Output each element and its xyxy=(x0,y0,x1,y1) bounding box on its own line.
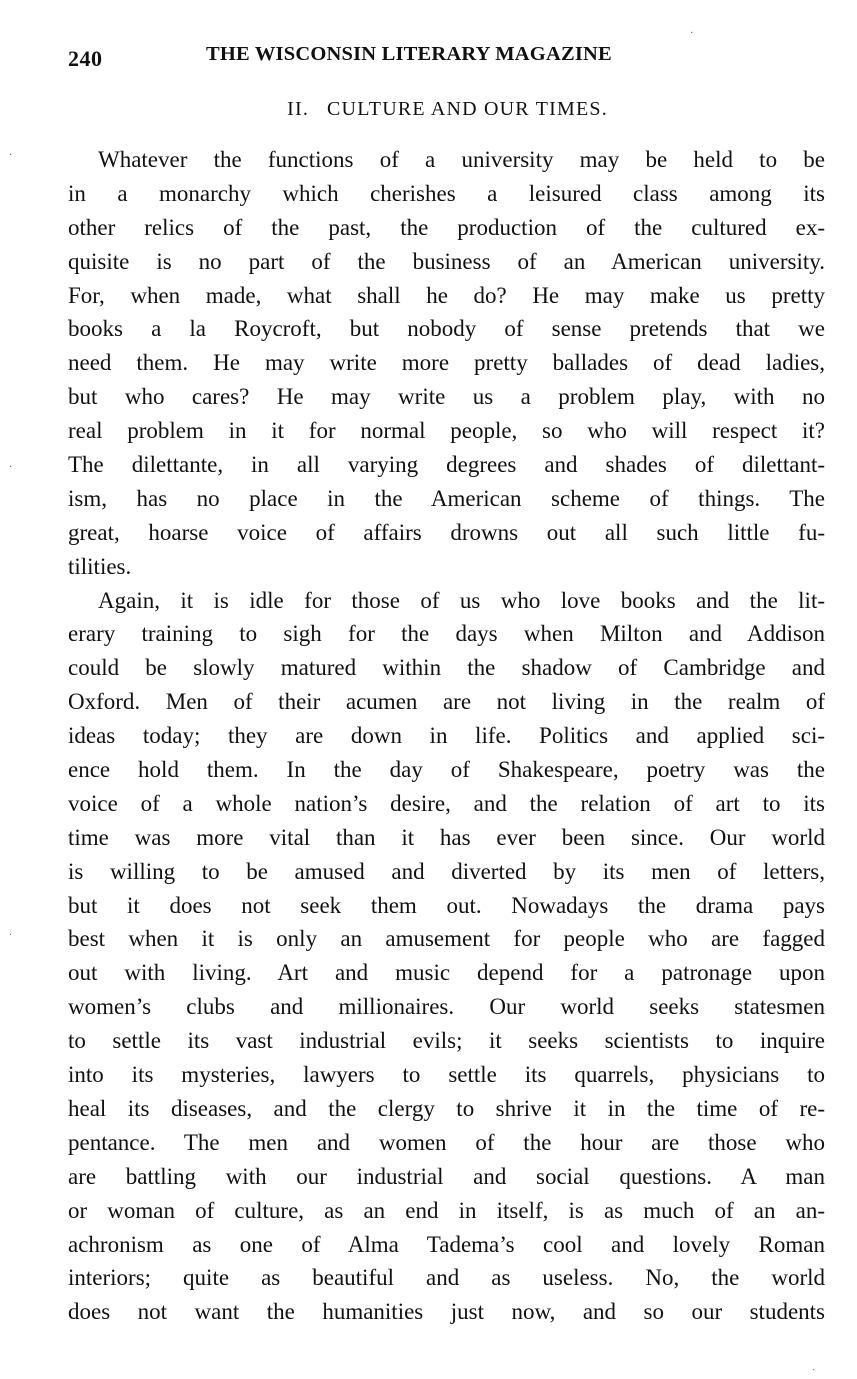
scan-speck: · xyxy=(9,930,13,941)
text-line: pentance. The men and women of the hour are those who xyxy=(68,1129,825,1155)
text-line: but it does not seek them out. Nowadays the drama pays xyxy=(68,892,825,918)
scan-speck: · xyxy=(9,462,13,473)
text-line: to settle its vast industrial evils; it seeks scientists to inquire xyxy=(68,1028,825,1054)
text-line: is willing to be amused and diverted by its men of letters, xyxy=(68,858,825,884)
text-line: are battling with our industrial and social questions. A man xyxy=(68,1163,825,1189)
text-line: ideas today; they are down in life. Politics and applied sci- xyxy=(68,723,825,749)
running-head xyxy=(68,38,708,78)
text-line: The dilettante, in all varying degrees and shades of dilettant- xyxy=(68,452,825,478)
text-line: real problem in it for normal people, so who will respect it? xyxy=(68,418,825,444)
text-line: achronism as one of Alma Tadema’s cool and lovely Roman xyxy=(68,1231,825,1257)
journal-title: THE WISCONSIN LITERARY MAGAZINE xyxy=(206,43,612,65)
scan-speck: · xyxy=(9,150,13,161)
text-line: interiors; quite as beautiful and as useless. No, the world xyxy=(68,1265,825,1291)
text-line: does not want the humanities just now, and so our students xyxy=(68,1299,825,1325)
text-line: great, hoarse voice of affairs drowns out all such little fu- xyxy=(68,519,825,545)
text-line: need them. He may write more pretty ballades of dead ladies, xyxy=(68,350,825,376)
text-line: but who cares? He may write us a problem play, with no xyxy=(68,384,825,410)
text-line: heal its diseases, and the clergy to shrive it in the time of re- xyxy=(68,1095,825,1121)
article-body xyxy=(68,143,825,1329)
scan-speck: ˎ xyxy=(812,1360,816,1371)
paragraph-2 xyxy=(68,584,825,1330)
text-line: in a monarchy which cherishes a leisured class among its xyxy=(68,180,825,206)
text-line: Again, it is idle for those of us who love books and the lit- xyxy=(98,587,825,613)
text-line: Oxford. Men of their acumen are not living in the realm of xyxy=(68,689,825,715)
text-line: Whatever the functions of a university may be held to be xyxy=(98,147,825,172)
text-line: best when it is only an amusement for people who are fagged xyxy=(68,926,825,952)
paragraph-1 xyxy=(68,143,825,584)
text-line: quisite is no part of the business of an American university. xyxy=(68,248,825,274)
text-line: could be slowly matured within the shadow of Cambridge and xyxy=(68,655,825,681)
text-line: For, when made, what shall he do? He may make us pretty xyxy=(68,282,825,308)
section-numeral: II. xyxy=(287,98,310,120)
text-line: erary training to sigh for the days when Milton and Addison xyxy=(68,621,825,647)
text-line: books a la Roycroft, but nobody of sense pretends that we xyxy=(68,316,825,342)
text-line: or woman of culture, as an end in itself, is as much of an an- xyxy=(68,1197,825,1223)
text-line: into its mysteries, lawyers to settle its quarrels, physicians to xyxy=(68,1062,825,1088)
text-line: other relics of the past, the production of the cultured ex- xyxy=(68,214,825,240)
text-line: out with living. Art and music depend for a patronage upon xyxy=(68,960,825,986)
text-line: tilities. xyxy=(68,553,132,579)
section-heading xyxy=(0,98,857,121)
text-line: ence hold them. In the day of Shakespeare, poetry was the xyxy=(68,757,825,783)
text-line: voice of a whole nation’s desire, and the relation of art to its xyxy=(68,790,825,816)
text-line: ism, has no place in the American scheme of things. The xyxy=(68,485,825,511)
text-line: time was more vital than it has ever been since. Our world xyxy=(68,824,825,850)
section-title: CULTURE AND OUR TIMES. xyxy=(327,98,608,120)
text-line: women’s clubs and millionaires. Our world seeks statesmen xyxy=(68,994,825,1020)
page-number: 240 xyxy=(68,46,103,71)
scan-speck: · xyxy=(690,28,694,39)
